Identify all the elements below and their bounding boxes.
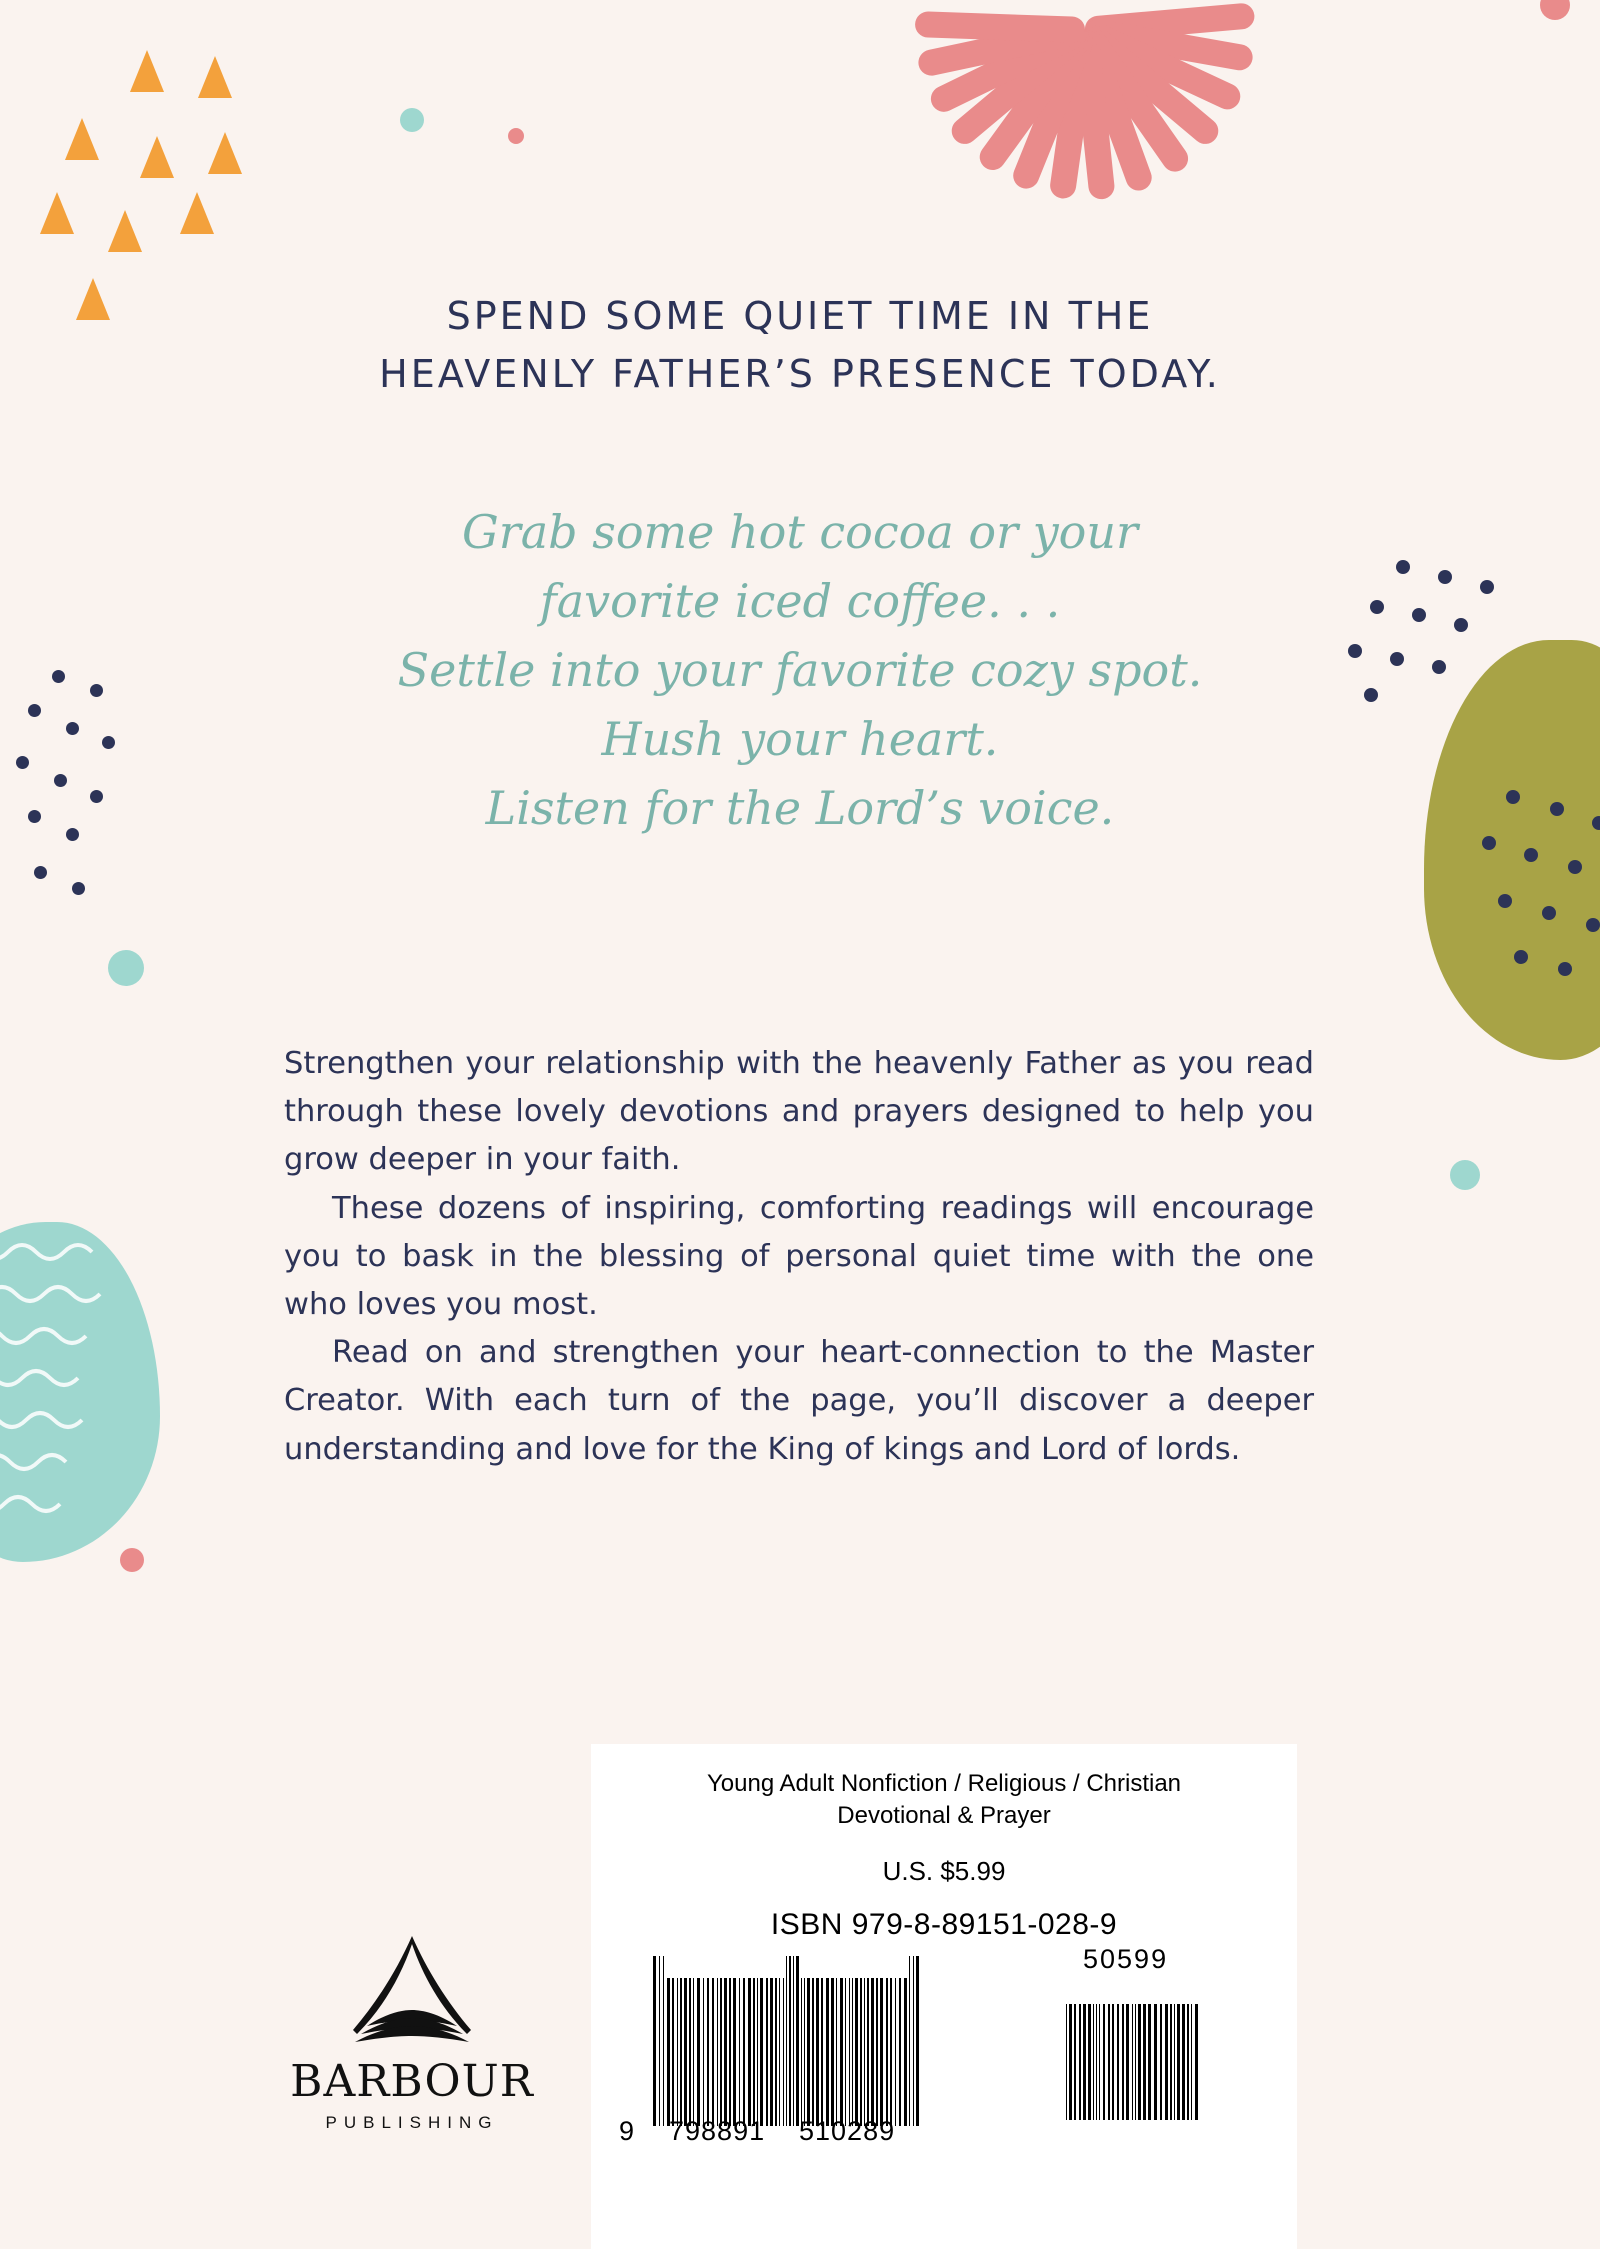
mint-dot bbox=[400, 108, 424, 132]
ean13-barcode bbox=[653, 1956, 933, 2126]
triangle-icon bbox=[65, 118, 99, 160]
script-line-2: favorite iced coffee. . . bbox=[539, 574, 1061, 628]
body-paragraph-3: Read on and strengthen your heart-connection to the Master Creator. With each turn of the page, you’ll discover a deeper understanding and love for the King of kings and Lord of lords. bbox=[284, 1335, 1314, 1467]
publisher-subtitle: PUBLISHING bbox=[325, 2113, 499, 2132]
mint-dot bbox=[108, 950, 144, 986]
ean-right-digits: 510289 bbox=[799, 2116, 896, 2146]
triangle-icon bbox=[140, 136, 174, 178]
publisher-logo bbox=[262, 1930, 562, 2133]
body-paragraph-1: Strengthen your relationship with the heavenly Father as you read through these lovely devotions and prayers designed to help you grow deeper in your faith. bbox=[284, 1046, 1314, 1178]
mint-blob bbox=[0, 1222, 160, 1562]
mint-dot bbox=[1450, 1160, 1480, 1190]
script-poem bbox=[0, 498, 1600, 843]
body-paragraph-2: These dozens of inspiring, comforting readings will encourage you to bask in the blessing of personal quiet time with the one who loves you most. bbox=[284, 1190, 1314, 1322]
triangle-icon bbox=[180, 192, 214, 234]
coral-dot bbox=[120, 1548, 144, 1572]
isbn-text: ISBN 979-8-89151-028-9 bbox=[770, 1908, 1118, 1941]
script-line-1: Grab some hot cocoa or your bbox=[462, 505, 1138, 559]
price-text: U.S. $5.99 bbox=[882, 1856, 1006, 1886]
headline-line-1: SPEND SOME QUIET TIME IN THE bbox=[446, 294, 1154, 338]
sunburst-flower bbox=[935, 0, 1235, 180]
triangle-icon bbox=[108, 210, 142, 252]
ean-lead-digit: 9 bbox=[619, 2116, 636, 2146]
script-line-4: Hush your heart. bbox=[601, 712, 999, 766]
barcode-block bbox=[591, 1744, 1297, 2249]
triangle-cluster bbox=[40, 40, 300, 270]
script-line-3: Settle into your favorite cozy spot. bbox=[397, 643, 1203, 697]
body-copy bbox=[284, 1040, 1314, 1474]
bisac-line-1: Young Adult Nonfiction / Religious / Christian bbox=[706, 1770, 1182, 1797]
triangle-icon bbox=[40, 192, 74, 234]
bisac-line-2: Devotional & Prayer bbox=[837, 1802, 1051, 1830]
script-line-5: Listen for the Lord’s voice. bbox=[485, 781, 1115, 835]
open-book-icon bbox=[337, 1930, 487, 2050]
coral-dot bbox=[1540, 0, 1570, 20]
coral-dot bbox=[508, 128, 524, 144]
bisac-category bbox=[591, 1768, 1297, 1833]
addon-barcode bbox=[1066, 1982, 1206, 2120]
headline-line-2: HEAVENLY FATHER’S PRESENCE TODAY. bbox=[379, 351, 1221, 396]
headline bbox=[0, 288, 1600, 404]
triangle-icon bbox=[198, 56, 232, 98]
ean-left-digits: 798891 bbox=[669, 2116, 766, 2146]
addon-digits: 50599 bbox=[1083, 1944, 1169, 1974]
publisher-name: BARBOUR bbox=[290, 2056, 534, 2107]
triangle-icon bbox=[130, 50, 164, 92]
triangle-icon bbox=[208, 132, 242, 174]
